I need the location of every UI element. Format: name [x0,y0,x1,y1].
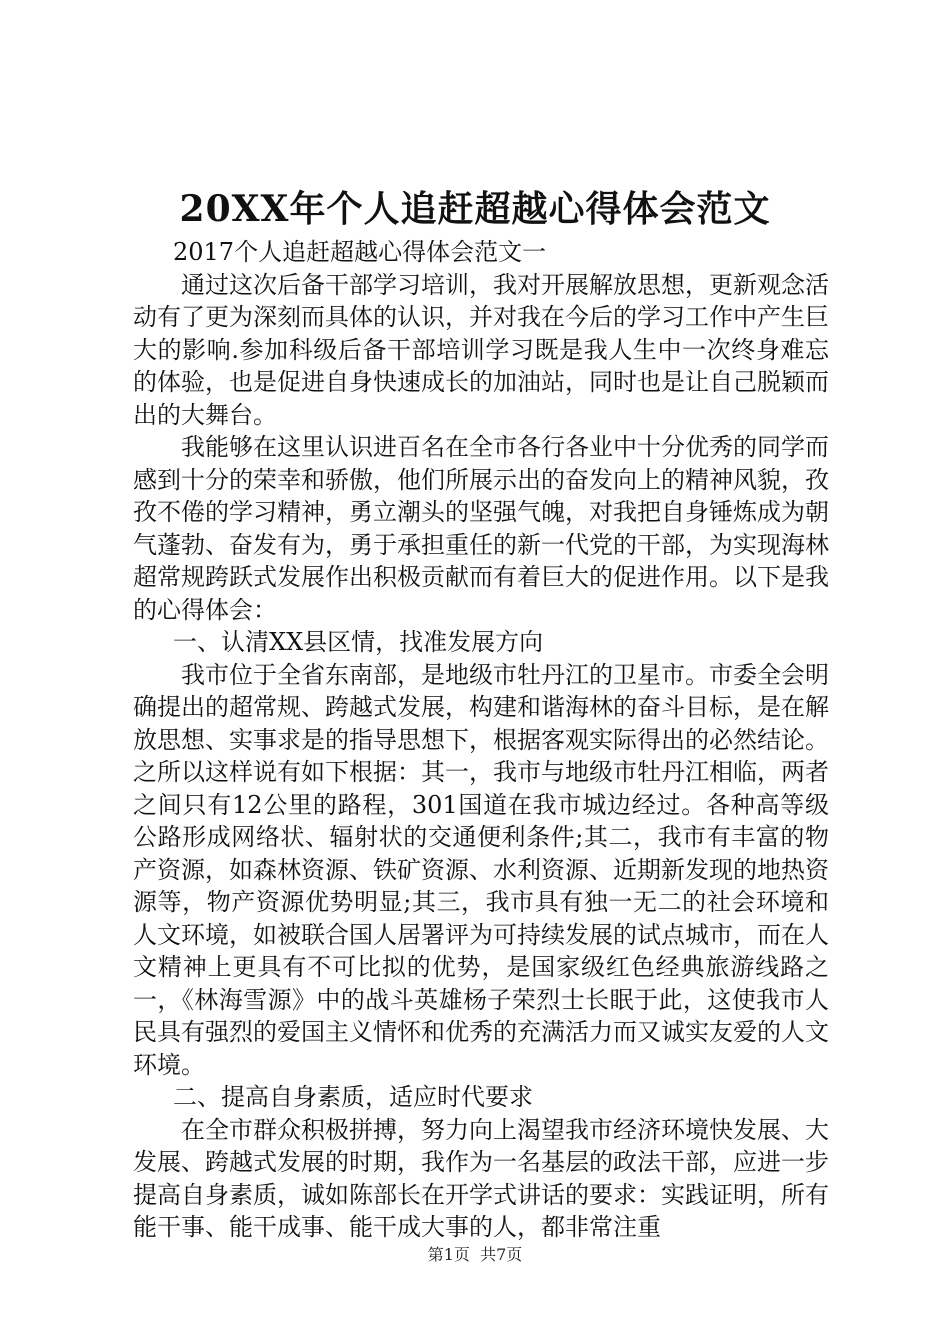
page-footer [0,1244,950,1266]
section-heading: 一、认清XX县区情，找准发展方向 [173,628,544,656]
document-title: 20XX年个人追赶超越心得体会范文 [179,188,771,230]
body-paragraph: 通过这次后备干部学习培训，我对开展解放思想，更新观念活动有了更为深刻而具体的认识，并对我在今后的学习工作中产生巨大的影响.参加科级后备干部培训学习既是我人生中一次终身难忘的体验，也是促进自身快速成长的加油站，同时也是让自己脱颖而出的大舞台。 [133,270,829,429]
body-paragraph: 在全市群众积极拼搏，努力向上渴望我市经济环境快发展、大发展、跨越式发展的时期，我作为一名基层的政法干部，应进一步提高自身素质，诚如陈部长在开学式讲话的要求：实践证明，所有能干事、能干成事、能干成大事的人，都非常注重 [133,1115,829,1241]
page-number: 第1页 共7页 [427,1245,523,1264]
section-subtitle: 2017个人追赶超越心得体会范文一 [173,238,547,266]
section-heading: 二、提高自身素质，适应时代要求 [173,1083,533,1111]
body-paragraph: 我能够在这里认识进百名在全市各行各业中十分优秀的同学而感到十分的荣幸和骄傲，他们所展示出的奋发向上的精神风貌，孜孜不倦的学习精神，勇立潮头的坚强气魄，对我把自身锤炼成为朝气蓬勃、奋发有为，勇于承担重任的新一代党的干部，为实现海林超常规跨跃式发展作出积极贡献而有着巨大的促进作用。以下是我的心得体会： [133,433,829,624]
body-paragraph: 我市位于全省东南部，是地级市牡丹江的卫星市。市委全会明确提出的超常规、跨越式发展，构建和谐海林的奋斗目标，是在解放思想、实事求是的指导思想下，根据客观实际得出的必然结论。之所以这样说有如下根据：其一，我市与地级市牡丹江相临，两者之间只有12公里的路程，301国道在我市城边经过。各种高等级公路形成网络状、辐射状的交通便利条件;其二，我市有丰富的物产资源，如森林资源、铁矿资源、水利资源、近期新发现的地热资源等，物产资源优势明显;其三，我市具有独一无二的社会环境和人文环境，如被联合国人居署评为可持续发展的试点城市，而在人文精神上更具有不可比拟的优势，是国家级红色经典旅游线路之一，《林海雪源》中的战斗英雄杨子荣烈士长眠于此，这使我市人民具有强烈的爱国主义情怀和优秀的充满活力而又诚实友爱的人文环境。 [133,660,829,1079]
document-body [133,236,829,1244]
